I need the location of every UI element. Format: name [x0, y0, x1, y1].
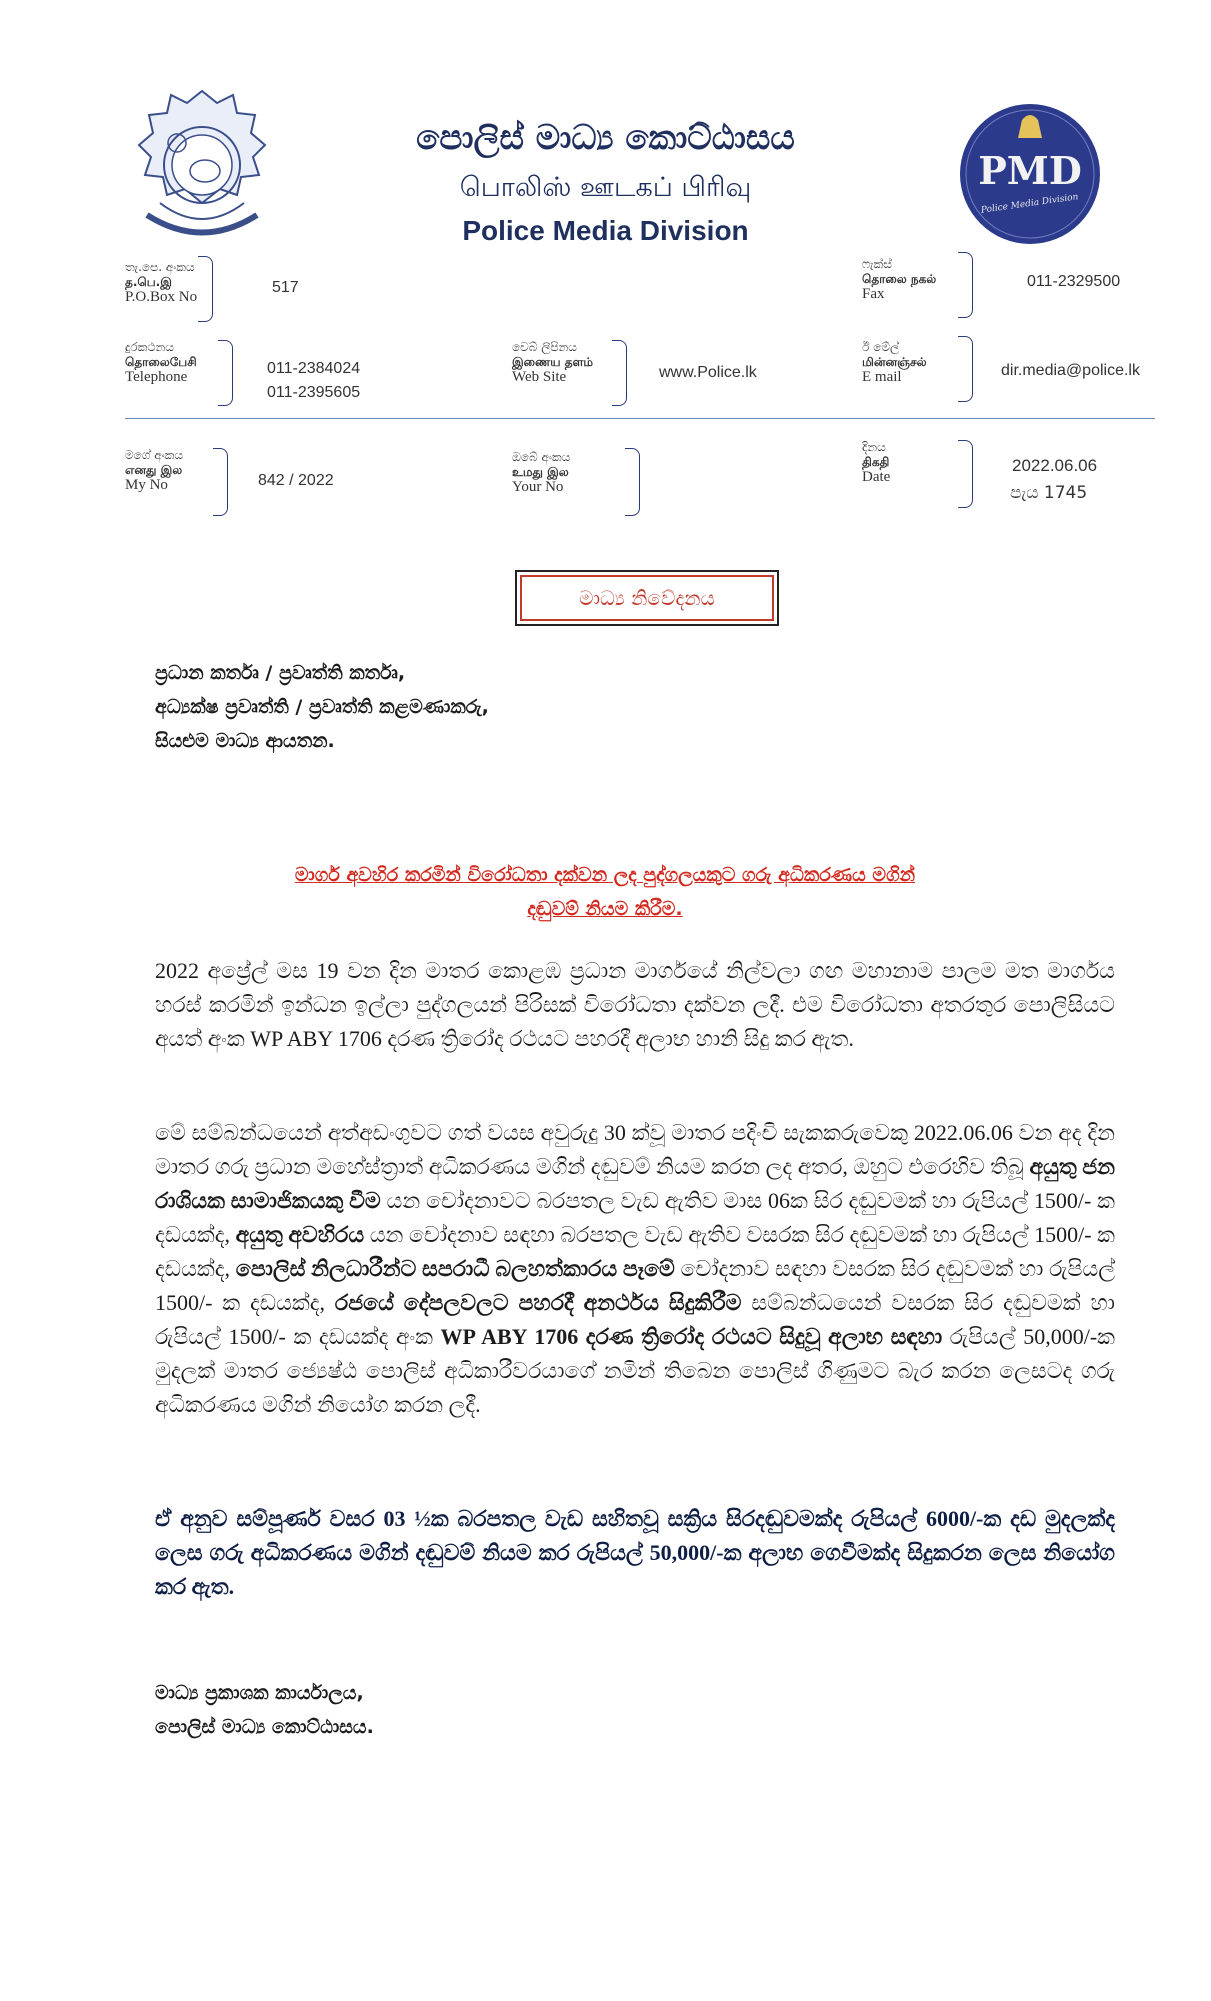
addressee-3: සියළුම මාධ්‍ය ආයතන.	[155, 730, 335, 752]
my-no-brace	[213, 448, 228, 516]
fax-brace	[958, 252, 973, 318]
email-brace	[958, 336, 973, 402]
addressee-2: අධ්‍යක්ෂ ප්‍රවෘත්ති / ප්‍රවෘත්ති කළමණාකරු,	[155, 696, 489, 718]
date-label: දිනය திகதி Date	[862, 440, 891, 485]
title-english: Police Media Division	[462, 215, 749, 246]
paragraph-1: 2022 අප්‍රේල් මස 19 වන දින මාතර කොළඹ ප්‍රධාන මාර්ගයේ නිල්වලා ගඟ මහානාම පාලම මත මාර්ගය හරස් කරමින් ඉන්ධන ඉල්ලා පුද්ගලයන් පිරිසක් විරෝධතා දක්වන ලදී. එම විරෝධතා අතරතුර පොලිසියට අයත් අංක WP ABY 1706 දරණ ත්‍රිරෝද රථයට පහරදී අලාභ හානි සිදු කර ඇත.	[155, 958, 1115, 1051]
your-no-brace	[625, 448, 640, 516]
website-label: වෙබ් ලිපිනය இணைய தளம் Web Site	[512, 340, 594, 385]
email-link[interactable]: dir.media@police.lk	[1001, 362, 1140, 379]
addressee-1: ප්‍රධාන කර්තෘ / ප්‍රවෘත්ති කර්තෘ,	[155, 662, 406, 684]
date-brace	[958, 440, 973, 508]
header-divider	[125, 418, 1155, 419]
telephone-label: දුරකථනය தொலைபேசி Telephone	[125, 340, 197, 385]
website-link[interactable]: www.Police.lk	[659, 364, 757, 381]
telephone-value-2: 011-2395605	[267, 384, 361, 401]
press-release-box	[515, 570, 779, 626]
press-release-label: මාධ්‍ය නිවේදනය	[520, 575, 774, 621]
my-no-label: මගේ අංකය எனது இல My No	[125, 448, 184, 493]
fax-value: 011-2329500	[1027, 273, 1121, 290]
po-box-label: තැ.පෙ. අංකය த.பெ.இ P.O.Box No	[125, 260, 198, 305]
subject-line-2: දඬුවම් නියම කිරීම.	[527, 898, 683, 920]
paragraph-2: මේ සම්බන්ධයෙන් අත්අඩංගුවට ගත් වයස අවුරුදු 30 ක්වූ මාතර පදිංචි සැකකරුවෙකු 2022.06.06 වන අද දින මාතර ගරු ප්‍රධාන මහේස්ත්‍රාත් අධිකරණය මගින් දඬුවම් නියම කරන ලද අතර, ඔහුට එරෙහිව තිබූ අයුතු ජන රාශියක සාමාජිකයකු වීම යන චෝදනාවට බරපතල වැඩ ඇතිව මාස 06ක සිර දඬුවමක් හා රුපියල් 1500/- ක දඩයක්ද, අයුතු අවහිරය යන චෝදනාව සඳහා බරපතල වැඩ ඇතිව වසරක සිර දඬුවමක් හා රුපියල් 1500/- ක දඩයක්ද, පොලිස් නිලධාරීන්ට සපරාධී බලහත්කාරය පෑමේ චෝදනාව සඳහා වසරක සිර දඬුවමක් හා රුපියල් 1500/- ක දඩයක්ද, රජයේ දේපලවලට පහරදී අනර්ථය සිදුකිරීම සම්බන්ධයෙන් වසරක සිර දඬුවමක් හා රුපියල් 1500/- ක දඩයක්ද අංක WP ABY 1706 දරණ ත්‍රිරෝද රථයට සිදුවූ අලාභ සඳහා රුපියල් 50,000/-ක මුදලක් මාතර ජ්‍යෙෂ්ඨ පොලිස් අධිකාරීවරයාගේ නමින් තිබෙන පොලිස් ගිණුමට බැර කරන ලෙසටද ගරු අධිකරණය මගින් නියෝග කරන ලදී.	[155, 1120, 1116, 1417]
your-no-label: ඔබේ අංකය உமது இல Your No	[512, 450, 571, 495]
email-label: ඊ මේල් மின்னஞ்சல் E mail	[862, 340, 927, 385]
po-box-value: 517	[272, 279, 299, 296]
po-box-brace	[198, 256, 213, 322]
pmd-logo-subtext: Police Media Division	[980, 192, 1080, 216]
telephone-brace	[218, 340, 233, 406]
subject-line-1: මාර්ග අවහිර කරමින් විරෝධතා දක්වන ලද පුද්ගලයකුට ගරු අධිකරණය මගින්	[294, 864, 916, 886]
website-brace	[612, 340, 627, 406]
my-no-value: 842 / 2022	[258, 472, 334, 489]
date-value: 2022.06.06	[1012, 456, 1098, 475]
title-tamil: பொலிஸ் ஊடகப் பிரிவு	[459, 172, 752, 203]
pmd-logo-text: PMD	[978, 148, 1082, 193]
fax-label: ෆැක්ස් தொலை நகல் Fax	[862, 257, 937, 302]
time-value: පැය 1745	[1010, 483, 1088, 503]
paragraph-3: ඒ අනුව සම්පූර්ණ වසර 03 ½ක බරපතල වැඩ සහිතවූ සක්‍රිය සිරදඬුවමක්ද රුපියල් 6000/-ක දඩ මුදලක්ද ලෙස ගරු අධිකරණය මගින් දඬුවම් නියම කර රුපියල් 50,000/-ක අලාභ ගෙවීමක්ද සිදුකරන ලෙස නියෝග කර ඇත.	[155, 1506, 1115, 1599]
title-sinhala: පොලිස් මාධ්‍ය කොට්ඨාසය	[416, 118, 795, 158]
telephone-value-1: 011-2384024	[267, 360, 361, 377]
signature-line-1: මාධ්‍ය ප්‍රකාශක කාර්යාලය,	[155, 1682, 364, 1704]
signature-line-2: පොලිස් මාධ්‍ය කොට්ඨාසය.	[155, 1716, 374, 1738]
